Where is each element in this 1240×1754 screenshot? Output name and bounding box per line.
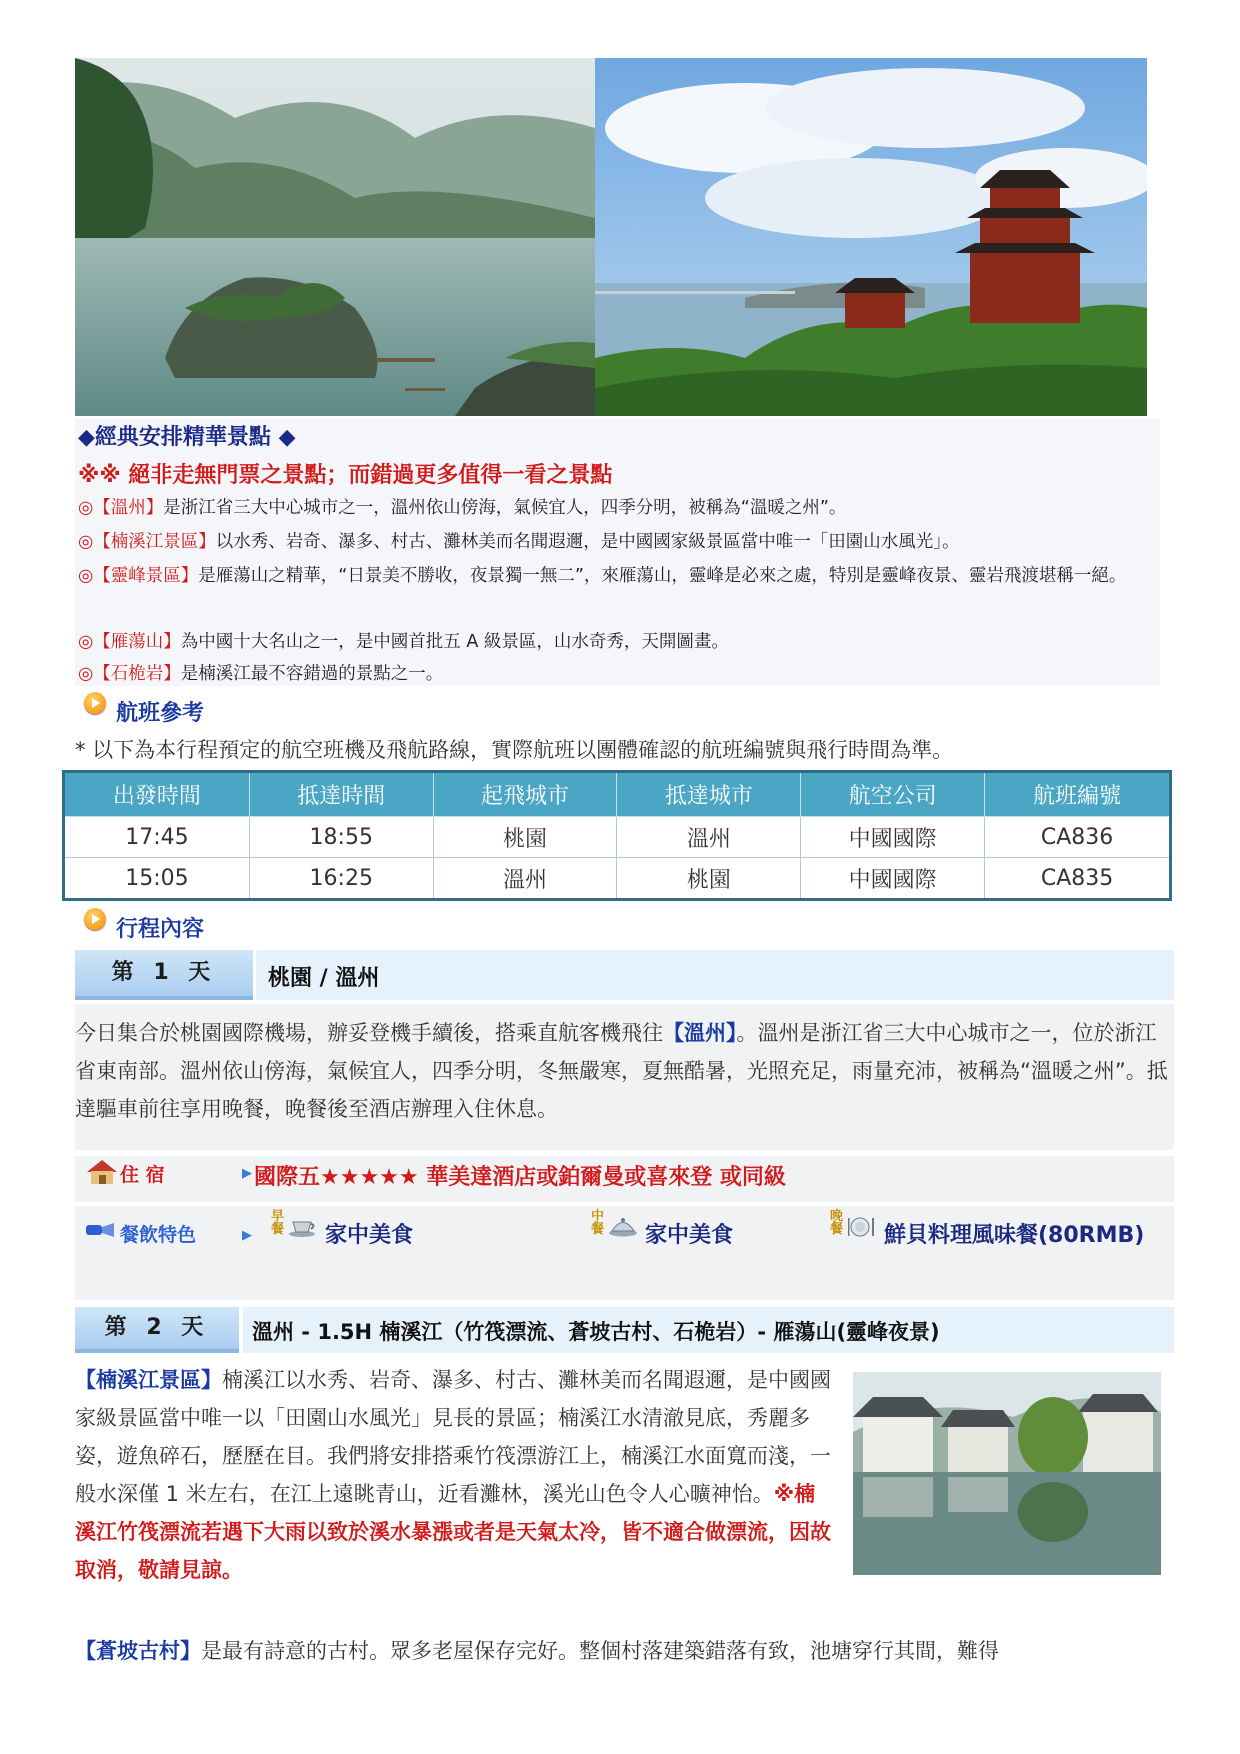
highlights-warning: ※※ 絕非走無門票之景點；而錯過更多值得一看之景點 — [78, 463, 613, 488]
table-cell: 17:45 — [64, 817, 250, 858]
play-bullet-icon — [84, 692, 106, 714]
house-icon — [85, 1158, 119, 1186]
column-header: 起飛城市 — [433, 772, 617, 817]
flights-note: * 以下為本行程預定的航空班機及飛航路線，實際航班以團體確認的航班編號與飛行時間為準。 — [75, 738, 954, 762]
itinerary-heading: 行程內容 — [116, 917, 205, 942]
highlight-item: ◎【溫州】是浙江省三大中心城市之一，溫州依山傍海，氣候宜人，四季分明，被稱為“溫暖之州”。 — [78, 498, 847, 518]
hotel-name: 國際五★★★★★ 華美達酒店或鉑爾曼或喜來登 或同級 — [254, 1165, 786, 1190]
column-header: 出發時間 — [64, 772, 250, 817]
column-header: 抵達時間 — [249, 772, 433, 817]
table-cell: 中國國際 — [801, 817, 985, 858]
teacup-icon — [288, 1214, 318, 1238]
photo-nanxi-river — [75, 58, 595, 416]
table-cell: 16:25 — [249, 858, 433, 900]
highlight-item: ◎【靈峰景區】是雁蕩山之精華，“日景美不勝收，夜景獨一無二”，來雁蕩山，靈峰是必來之處，特別是靈峰夜景、靈岩飛渡堪稱一絕。 — [78, 566, 1127, 586]
column-header: 抵達城市 — [617, 772, 801, 817]
dinner-label: 晚餐 — [830, 1209, 844, 1237]
photo-pavilion-coast — [595, 58, 1147, 416]
highlight-item: ◎【楠溪江景區】以水秀、岩奇、瀑多、村古、灘林美而名聞遐邇，是中國國家級景區當中唯一「田園山水風光」。 — [78, 532, 960, 552]
arrow-right-icon: ▶ — [242, 1228, 252, 1243]
day2-cangpo-description: 【蒼坡古村】是最有詩意的古村。眾多老屋保存完好。整個村落建築錯落有致，池塘穿行其間，難得 — [75, 1639, 999, 1663]
flights-table — [62, 770, 1172, 901]
lunch-value: 家中美食 — [645, 1223, 734, 1248]
day1-description: 今日集合於桃園國際機場，辦妥登機手續後，搭乘直航客機飛往【溫州】。溫州是浙江省三大中心城市之一，位於浙江省東南部。溫州依山傍海，氣候宜人，四季分明，冬無嚴寒，夏無酷暑，光照充足，雨量充沛，被稱為“溫暖之州”。抵達驅車前往享用晚餐，晚餐後至酒店辦理入住休息。 — [75, 1021, 1168, 1121]
table-header-row — [64, 772, 1171, 817]
day1-title-bar — [256, 950, 1174, 1000]
table-cell: 桃園 — [433, 817, 617, 858]
day2-title: 溫州 - 1.5H 楠溪江（竹筏漂流、蒼坡古村、石桅岩）- 雁蕩山(靈峰夜景) — [252, 1320, 940, 1344]
column-header: 航空公司 — [801, 772, 985, 817]
table-cell: 中國國際 — [801, 858, 985, 900]
day1-title: 桃園 / 溫州 — [268, 966, 380, 991]
highlights-title: ◆經典安排精華景點 ◆ — [78, 425, 296, 450]
day1-label: 第 1 天 — [75, 950, 253, 1000]
column-header: 航班編號 — [985, 772, 1171, 817]
hotel-label: 住 宿 — [120, 1164, 165, 1186]
plate-icon — [846, 1216, 878, 1238]
table-cell: 桃園 — [617, 858, 801, 900]
dining-icon — [86, 1220, 116, 1240]
flights-heading: 航班參考 — [116, 701, 205, 726]
table-cell: CA835 — [985, 858, 1171, 900]
table-row — [64, 858, 1171, 900]
highlight-item: ◎【雁蕩山】為中國十大名山之一，是中國首批五 A 級景區，山水奇秀，天開圖畫。 — [78, 632, 729, 652]
day2-label: 第 2 天 — [75, 1307, 239, 1353]
table-cell: CA836 — [985, 817, 1171, 858]
table-cell: 溫州 — [617, 817, 801, 858]
play-bullet-icon — [84, 908, 106, 930]
arrow-right-icon: ▶ — [242, 1166, 252, 1181]
dinner-value: 鮮貝料理風味餐(80RMB) — [884, 1223, 1145, 1248]
highlight-item: ◎【石桅岩】是楠溪江最不容錯過的景點之一。 — [78, 664, 444, 684]
lunch-label: 中餐 — [591, 1209, 605, 1237]
breakfast-value: 家中美食 — [325, 1223, 414, 1248]
breakfast-label: 早餐 — [271, 1209, 285, 1237]
table-cell: 溫州 — [433, 858, 617, 900]
table-row — [64, 817, 1171, 858]
table-cell: 15:05 — [64, 858, 250, 900]
photo-cangpo-village — [853, 1372, 1161, 1575]
day2-nanxi-description: 【楠溪江景區】楠溪江以水秀、岩奇、瀑多、村古、灘林美而名聞遐邇，是中國國家級景區當中唯一以「田園山水風光」見長的景區；楠溪江水清澈見底，秀麗多姿，遊魚碎石，歷歷在目。我們將安排搭乘竹筏漂游江上，楠溪江水面寬而淺，一般水深僅 1 米左右，在江上遠眺青山，近看灘林，溪光山色令人心曠神怡。※楠溪江竹筏漂流若遇下大雨以致於溪水暴漲或者是天氣太冷，皆不適合做漂流，因故取消，敬請見諒。 — [75, 1368, 831, 1582]
meals-label: 餐飲特色 — [120, 1224, 197, 1246]
dish-icon — [608, 1214, 638, 1238]
table-cell: 18:55 — [249, 817, 433, 858]
